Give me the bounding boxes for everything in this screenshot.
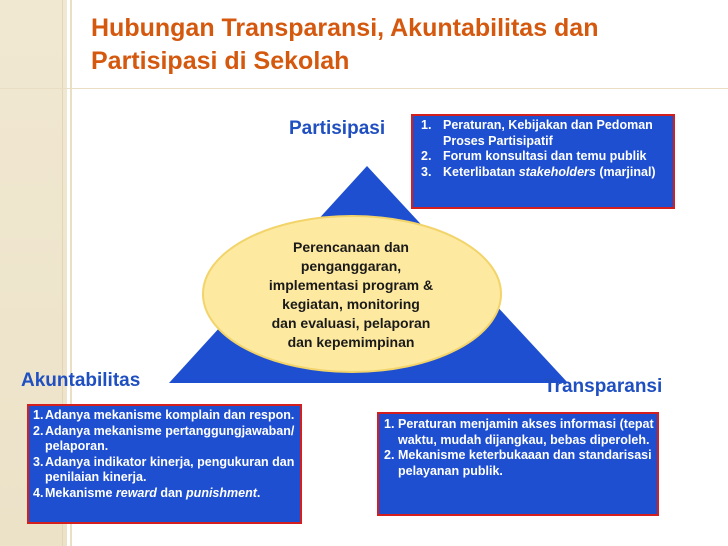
item-text: Adanya indikator kinerja, pengukuran dan penilaian kinerja. bbox=[45, 454, 295, 484]
item-number: 3. bbox=[33, 454, 44, 469]
center-line: implementasi program & bbox=[268, 277, 434, 293]
center-line: dan kepemimpinan bbox=[287, 334, 415, 350]
item-text: Adanya mekanisme komplain dan respon. bbox=[45, 408, 295, 422]
item-text: Adanya mekanisme pertanggungjawaban/ pelaporan. bbox=[45, 423, 295, 453]
item-text: Forum konsultasi dan temu publik bbox=[443, 149, 647, 163]
center-line: Perencanaan dan bbox=[293, 239, 409, 255]
item-text-italic: reward bbox=[115, 485, 157, 500]
item-text-italic: punishment bbox=[186, 485, 257, 500]
item-text: Peraturan, Kebijakan dan Pedoman Proses Partisipatif bbox=[443, 118, 653, 148]
list-item bbox=[31, 408, 298, 424]
item-number: 4. bbox=[33, 485, 44, 500]
partisipasi-box bbox=[411, 114, 675, 209]
item-number: 1. bbox=[33, 408, 44, 422]
center-line: dan evaluasi, pelaporan bbox=[271, 315, 431, 331]
list-item bbox=[31, 486, 298, 502]
item-number: 2. bbox=[421, 149, 432, 163]
list-item bbox=[417, 149, 669, 165]
vertex-label-transparansi: Transparansi bbox=[544, 376, 663, 397]
item-text: (marjinal) bbox=[595, 164, 656, 179]
item-text: Mekanisme bbox=[45, 485, 116, 500]
item-number: 3. bbox=[421, 164, 432, 179]
item-number: 1. bbox=[421, 118, 432, 132]
item-text: Keterlibatan bbox=[443, 164, 519, 179]
vertex-label-akuntabilitas: Akuntabilitas bbox=[21, 370, 141, 391]
item-text: . bbox=[256, 485, 261, 500]
item-number: 2. bbox=[33, 423, 44, 438]
item-number: 1. bbox=[384, 417, 395, 431]
item-number: 2. bbox=[384, 448, 395, 462]
list-item bbox=[31, 424, 298, 455]
list-item bbox=[382, 448, 654, 479]
slide-title-line-1: Hubungan Transparansi, Akuntabilitas dan bbox=[91, 14, 599, 42]
center-text bbox=[246, 238, 456, 352]
list-item bbox=[417, 165, 669, 181]
list-item bbox=[382, 417, 654, 448]
transparansi-box bbox=[377, 412, 659, 516]
item-text: Peraturan menjamin akses informasi (tepat waktu, mudah dijangkau, bebas diperoleh. bbox=[398, 417, 654, 447]
slide-title-line-2: Partisipasi di Sekolah bbox=[91, 47, 350, 75]
center-line: penganggaran, bbox=[300, 258, 402, 274]
item-text: dan bbox=[156, 485, 187, 500]
item-text: Mekanisme keterbukaaan dan standarisasi pelayanan publik. bbox=[398, 448, 652, 478]
list-item bbox=[31, 455, 298, 486]
list-item bbox=[417, 118, 669, 149]
center-line: kegiatan, monitoring bbox=[282, 296, 420, 312]
item-text-italic: stakeholders bbox=[518, 164, 596, 179]
akuntabilitas-box bbox=[27, 404, 302, 524]
vertex-label-partisipasi: Partisipasi bbox=[289, 118, 386, 139]
